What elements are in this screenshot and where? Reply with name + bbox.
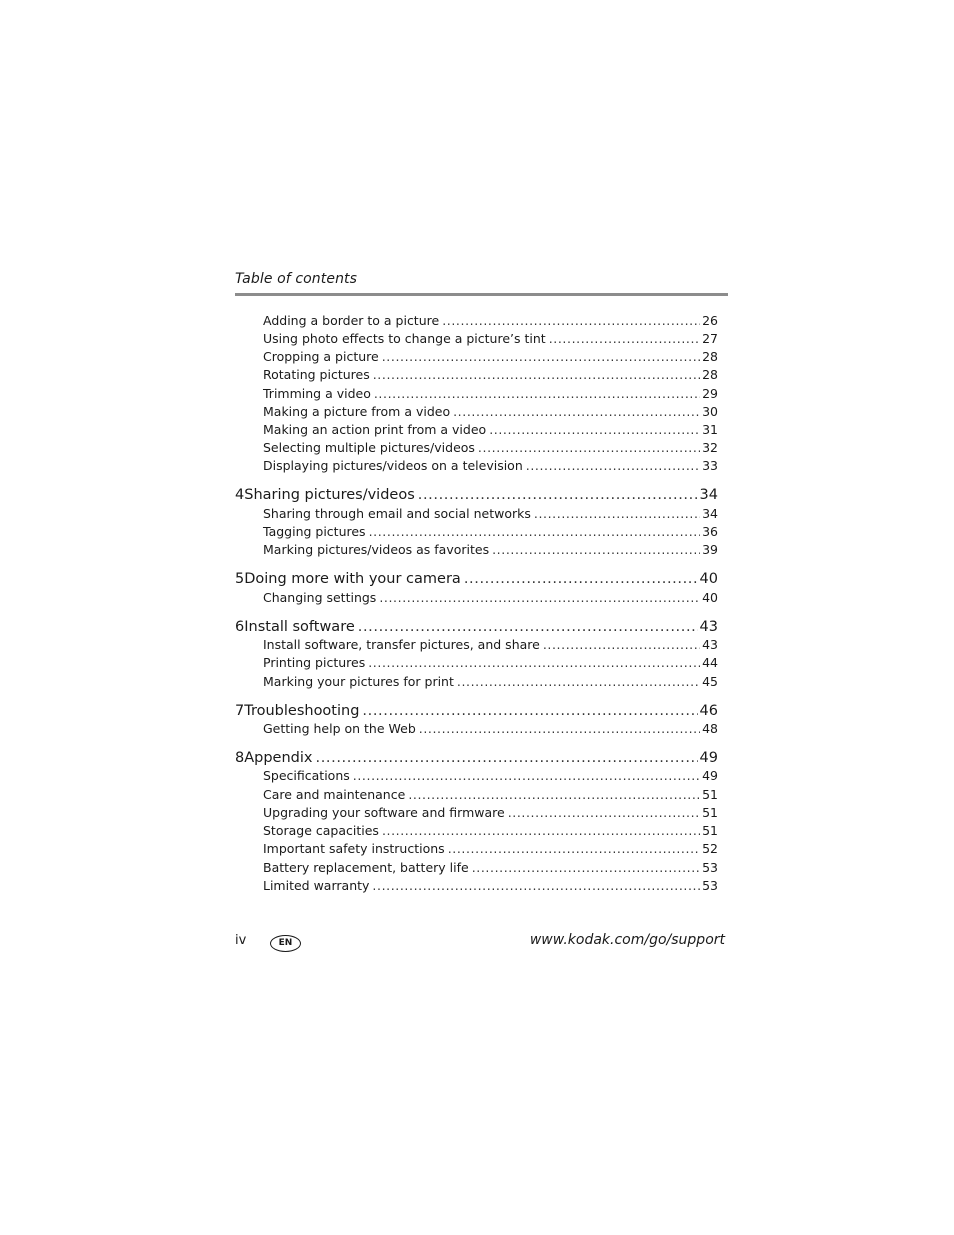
toc-entry — [263, 457, 718, 475]
toc-page-number: 43 — [702, 637, 718, 652]
toc-entry — [263, 589, 718, 607]
toc-chapter — [235, 569, 718, 589]
toc-leader-dots — [382, 822, 700, 840]
toc-title: Marking pictures/videos as favorites — [263, 542, 490, 557]
toc-leader-dots — [362, 701, 697, 721]
toc-page-number: 52 — [702, 841, 718, 856]
toc-page-number: 49 — [699, 750, 718, 766]
toc-page-number: 26 — [702, 313, 718, 328]
header-rule — [235, 293, 728, 296]
toc-leader-dots — [453, 403, 700, 421]
toc-chapter-number: 5 — [235, 571, 245, 587]
toc-chapter — [235, 485, 718, 505]
toc-leader-dots — [353, 767, 700, 785]
toc-leader-dots — [368, 654, 700, 672]
footer-page-number: iv — [235, 933, 247, 948]
toc-title: Making an action print from a video — [263, 422, 487, 437]
toc-entry — [263, 505, 718, 523]
toc-title: Printing pictures — [263, 655, 366, 670]
toc-title: Marking your pictures for print — [263, 674, 454, 689]
toc-chapter-number: 4 — [235, 487, 245, 503]
toc-title: Cropping a picture — [263, 349, 379, 364]
toc-leader-dots — [549, 330, 700, 348]
toc-leader-dots — [373, 366, 700, 384]
toc-leader-dots — [379, 589, 700, 607]
toc-entry — [263, 523, 718, 541]
toc-page-number: 34 — [699, 487, 718, 503]
toc-entry — [263, 330, 718, 348]
toc-leader-dots — [382, 348, 700, 366]
toc-entry — [263, 767, 718, 785]
toc-leader-dots — [372, 877, 700, 895]
toc-page-number: 28 — [702, 367, 718, 382]
toc-title: Adding a border to a picture — [263, 313, 440, 328]
toc-page-number: 43 — [699, 619, 718, 635]
toc-page-number: 51 — [702, 787, 718, 802]
toc-leader-dots — [472, 859, 700, 877]
toc-page-number: 31 — [702, 422, 718, 437]
toc-entry — [263, 673, 718, 691]
toc-title: Specifications — [263, 768, 350, 783]
toc-chapter-number: 6 — [235, 619, 245, 635]
toc-title: Important safety instructions — [263, 841, 445, 856]
toc-page-number: 48 — [702, 721, 718, 736]
toc-title: Trimming a video — [263, 386, 371, 401]
toc-title: Install software, transfer pictures, and share — [263, 637, 540, 652]
toc-page-number: 40 — [699, 571, 718, 587]
toc-title: Appendix — [244, 750, 313, 766]
toc-entry — [263, 348, 718, 366]
toc-entry — [263, 403, 718, 421]
toc-entry — [263, 636, 718, 654]
toc-entry — [263, 654, 718, 672]
toc-entry — [263, 804, 718, 822]
toc-page-number: 39 — [702, 542, 718, 557]
toc-leader-dots — [478, 439, 700, 457]
toc-leader-dots — [526, 457, 700, 475]
toc-chapter — [235, 701, 718, 721]
toc-entry — [263, 366, 718, 384]
toc-title: Install software — [244, 619, 355, 635]
toc-page-number: 49 — [702, 768, 718, 783]
toc-entry — [263, 786, 718, 804]
toc-leader-dots — [419, 720, 700, 738]
toc-chapter-number: 7 — [235, 703, 245, 719]
toc-page-number: 36 — [702, 524, 718, 539]
toc-entry — [263, 439, 718, 457]
toc-title: Doing more with your camera — [244, 571, 461, 587]
footer-url: www.kodak.com/go/support — [529, 932, 725, 948]
toc-page-number: 46 — [699, 703, 718, 719]
toc-title: Sharing through email and social networks — [263, 506, 531, 521]
toc-leader-dots — [369, 523, 701, 541]
toc-entry — [263, 541, 718, 559]
toc-leader-dots — [464, 569, 698, 589]
toc-title: Battery replacement, battery life — [263, 860, 469, 875]
language-badge: EN — [270, 935, 301, 952]
toc-leader-dots — [448, 840, 700, 858]
toc-leader-dots — [358, 617, 698, 637]
toc-page-number: 53 — [702, 878, 718, 893]
toc-page-number: 33 — [702, 458, 718, 473]
toc-title: Getting help on the Web — [263, 721, 416, 736]
toc-leader-dots — [489, 421, 700, 439]
toc-page-number: 29 — [702, 386, 718, 401]
toc-page-number: 32 — [702, 440, 718, 455]
toc-entry — [263, 840, 718, 858]
toc-entry — [263, 385, 718, 403]
toc-page-number: 28 — [702, 349, 718, 364]
toc-leader-dots — [492, 541, 700, 559]
toc-entry — [263, 421, 718, 439]
toc-title: Selecting multiple pictures/videos — [263, 440, 475, 455]
toc-page-number: 44 — [702, 655, 718, 670]
toc-title: Using photo effects to change a picture’s tint — [263, 331, 546, 346]
toc-page-number: 53 — [702, 860, 718, 875]
toc-leader-dots — [418, 485, 698, 505]
toc-leader-dots — [534, 505, 700, 523]
toc-title: Care and maintenance — [263, 787, 406, 802]
toc-title: Upgrading your software and firmware — [263, 805, 505, 820]
toc-page-number: 45 — [702, 674, 718, 689]
toc-entry — [263, 859, 718, 877]
toc-page-number: 51 — [702, 823, 718, 838]
toc-leader-dots — [316, 748, 698, 768]
toc-page-number: 34 — [702, 506, 718, 521]
toc-entry — [263, 720, 718, 738]
toc-leader-dots — [442, 312, 700, 330]
toc-leader-dots — [543, 636, 700, 654]
toc-chapter — [235, 748, 718, 768]
toc-title: Displaying pictures/videos on a television — [263, 458, 523, 473]
toc-page-number: 51 — [702, 805, 718, 820]
toc-title: Rotating pictures — [263, 367, 370, 382]
toc-title: Troubleshooting — [244, 703, 360, 719]
toc-title: Changing settings — [263, 590, 377, 605]
toc-entry — [263, 312, 718, 330]
toc-title: Making a picture from a video — [263, 404, 451, 419]
toc-entry — [263, 822, 718, 840]
toc-chapter — [235, 617, 718, 637]
header-title: Table of contents — [235, 271, 358, 287]
toc-page-number: 30 — [702, 404, 718, 419]
toc-title: Storage capacities — [263, 823, 379, 838]
toc-leader-dots — [457, 673, 700, 691]
toc-chapter-number: 8 — [235, 750, 245, 766]
toc-page-number: 27 — [702, 331, 718, 346]
toc-leader-dots — [374, 385, 700, 403]
toc-page-number: 40 — [702, 590, 718, 605]
toc-entry — [263, 877, 718, 895]
toc-title: Limited warranty — [263, 878, 370, 893]
toc-title: Sharing pictures/videos — [244, 487, 415, 503]
toc-title: Tagging pictures — [263, 524, 366, 539]
toc-leader-dots — [508, 804, 700, 822]
toc-leader-dots — [408, 786, 700, 804]
